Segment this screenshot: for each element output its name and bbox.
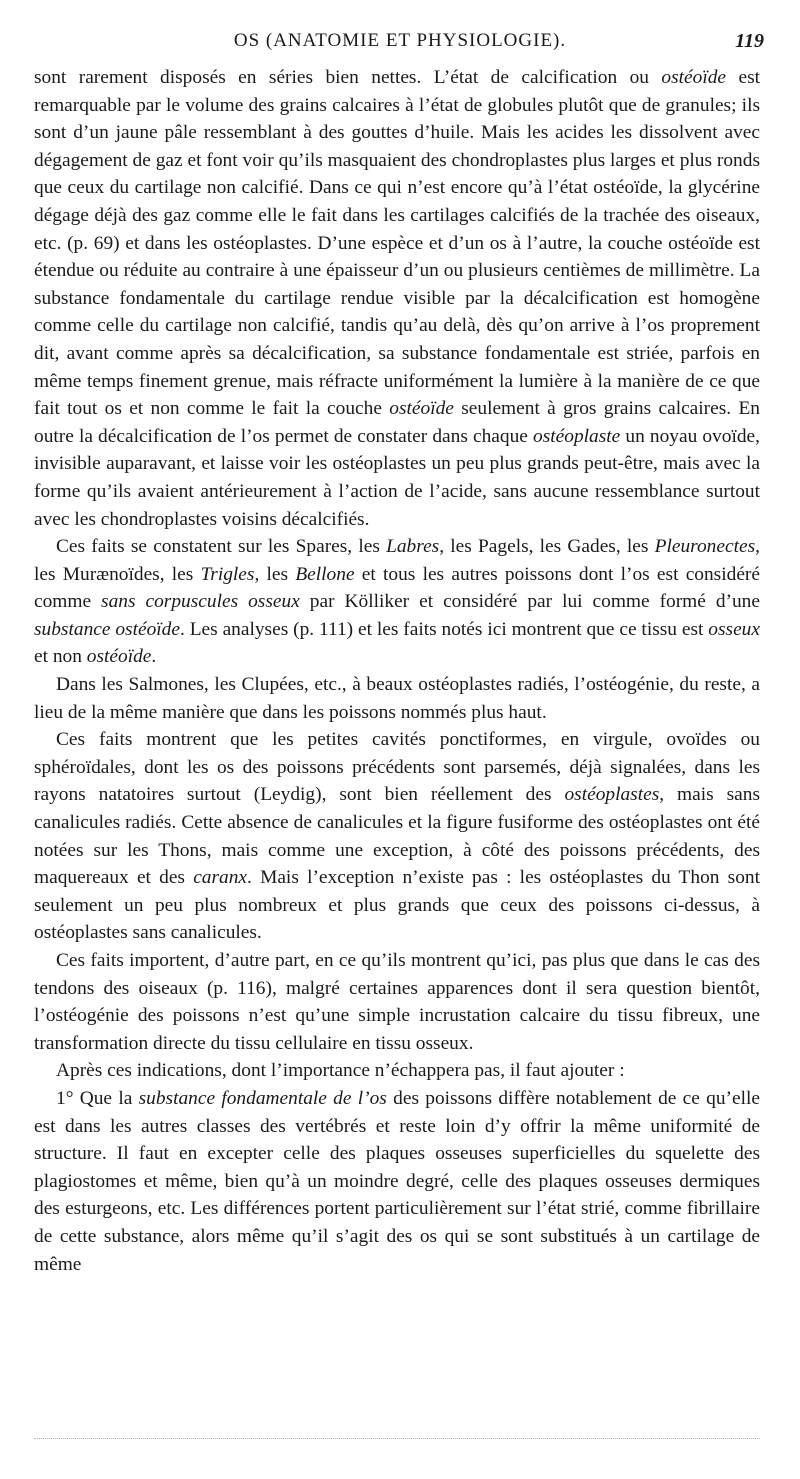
paragraph: Après ces indications, dont l’importance n’échappera pas, il faut ajouter : [56, 1060, 625, 1082]
paragraph: Ces faits montrent que les petites cavités ponctiformes, en virgule, ovoïdes ou sphéroïdales, dont les os des poissons précédents sont parsemés, déjà signalées, dans les rayons natatoires surtout (Leydig), sont bien réellement des ostéoplastes, mais sans canalicules radiés. Cette absence de canalicules et la figure fusiforme des ostéoplastes ont été notées sur les Thons, mais comme une exception, à côté des poissons précédents, des maquereaux et des caranx. Mais l’exception n’existe pas : les ostéoplastes du Thon sont seulement un peu plus nombreux et plus grands que ceux des poissons ci-dessus, à ostéoplastes sans canalicules. [34, 729, 761, 944]
running-title: OS (ANATOMIE ET PHYSIOLOGIE). [233, 30, 567, 51]
footer-rule [34, 1438, 760, 1439]
body-text [34, 64, 760, 1278]
paragraph: Ces faits importent, d’autre part, en ce qu’ils montrent qu’ici, pas plus que dans le cas des tendons des oiseaux (p. 116), malgré certaines apparences dont il sera question bientôt, l’ostéogénie des poissons n’est qu’une simple incrustation calcaire du tissu fibreux, une transformation directe du tissu cellulaire en tissu osseux. [34, 950, 760, 1054]
page-number: 119 [735, 30, 764, 52]
paragraph: sont rarement disposés en séries bien nettes. L’état de calcification ou ostéoïde est remarquable par le volume des grains calcaires à l’état de globules plutôt que de granules; ils sont d’un jaune pâle ressemblant à des gouttes d’huile. Mais les acides les dissolvent avec dégagement de gaz et font voir qu’ils masquaient des chondroplastes plus larges et plus ronds que ceux du cartilage non calcifié. Dans ce qui n’est encore qu’à l’état ostéoïde, la glycérine dégage déjà des gaz comme elle le fait dans les cartilages calcifiés de la trachée des oiseaux, etc. (p. 69) et dans les ostéoplastes. D’une espèce et d’un os à l’autre, la couche ostéoïde est étendue ou réduite au contraire à une épaisseur d’un ou plusieurs centièmes de millimètre. La substance fondamentale du cartilage rendue visible par la décalcification est homogène comme celle du cartilage non calcifié, tandis qu’au delà, dès qu’on arrive à l’os proprement dit, avant comme après sa décalcification, sa substance fondamentale est striée, parfois en même temps finement grenue, mais réfracte uniformément la lumière à la manière de ce que fait tout os et non comme le fait la couche ostéoïde seulement à gros grains calcaires. En outre la décalcification de l’os permet de constater dans chaque ostéoplaste un noyau ovoïde, invisible auparavant, et laisse voir les ostéoplastes un peu plus grands peut-être, mais avec la forme qu’ils avaient antérieurement à l’action de l’acide, sans aucune ressemblance surtout avec les chondroplastes voisins décalcifiés. [34, 67, 760, 530]
paragraph: Dans les Salmones, les Clupées, etc., à beaux ostéoplastes radiés, l’ostéogénie, du reste, a lieu de la même manière que dans les poissons nommés plus haut. [34, 674, 760, 723]
paragraph: 1° Que la substance fondamentale de l’os des poissons diffère notablement de ce qu’elle est dans les autres classes des vertébrés et reste loin d’y offrir la même uniformité de structure. Il faut en excepter celle des plaques osseuses superficielles du squelette des plagiostomes et même, bien qu’à un moindre degré, celle des plaques osseuses dermiques des esturgeons, etc. Les différences portent particulièrement sur l’état strié, comme fibrillaire de cette substance, alors même qu’il s’agit des os qui se sont substitués à un cartilage de même [34, 1087, 760, 1275]
running-header [36, 30, 764, 56]
paragraph: Ces faits se constatent sur les Spares, les Labres, les Pagels, les Gades, les Pleuronectes, les Murænoïdes, les Trigles, les Bellone et tous les autres poissons dont l’os est considéré comme sans corpuscules osseux par Kölliker et considéré par lui comme formé d’une substance ostéoïde. Les analyses (p. 111) et les faits notés ici montrent que ce tissu est osseux et non ostéoïde. [34, 536, 760, 668]
